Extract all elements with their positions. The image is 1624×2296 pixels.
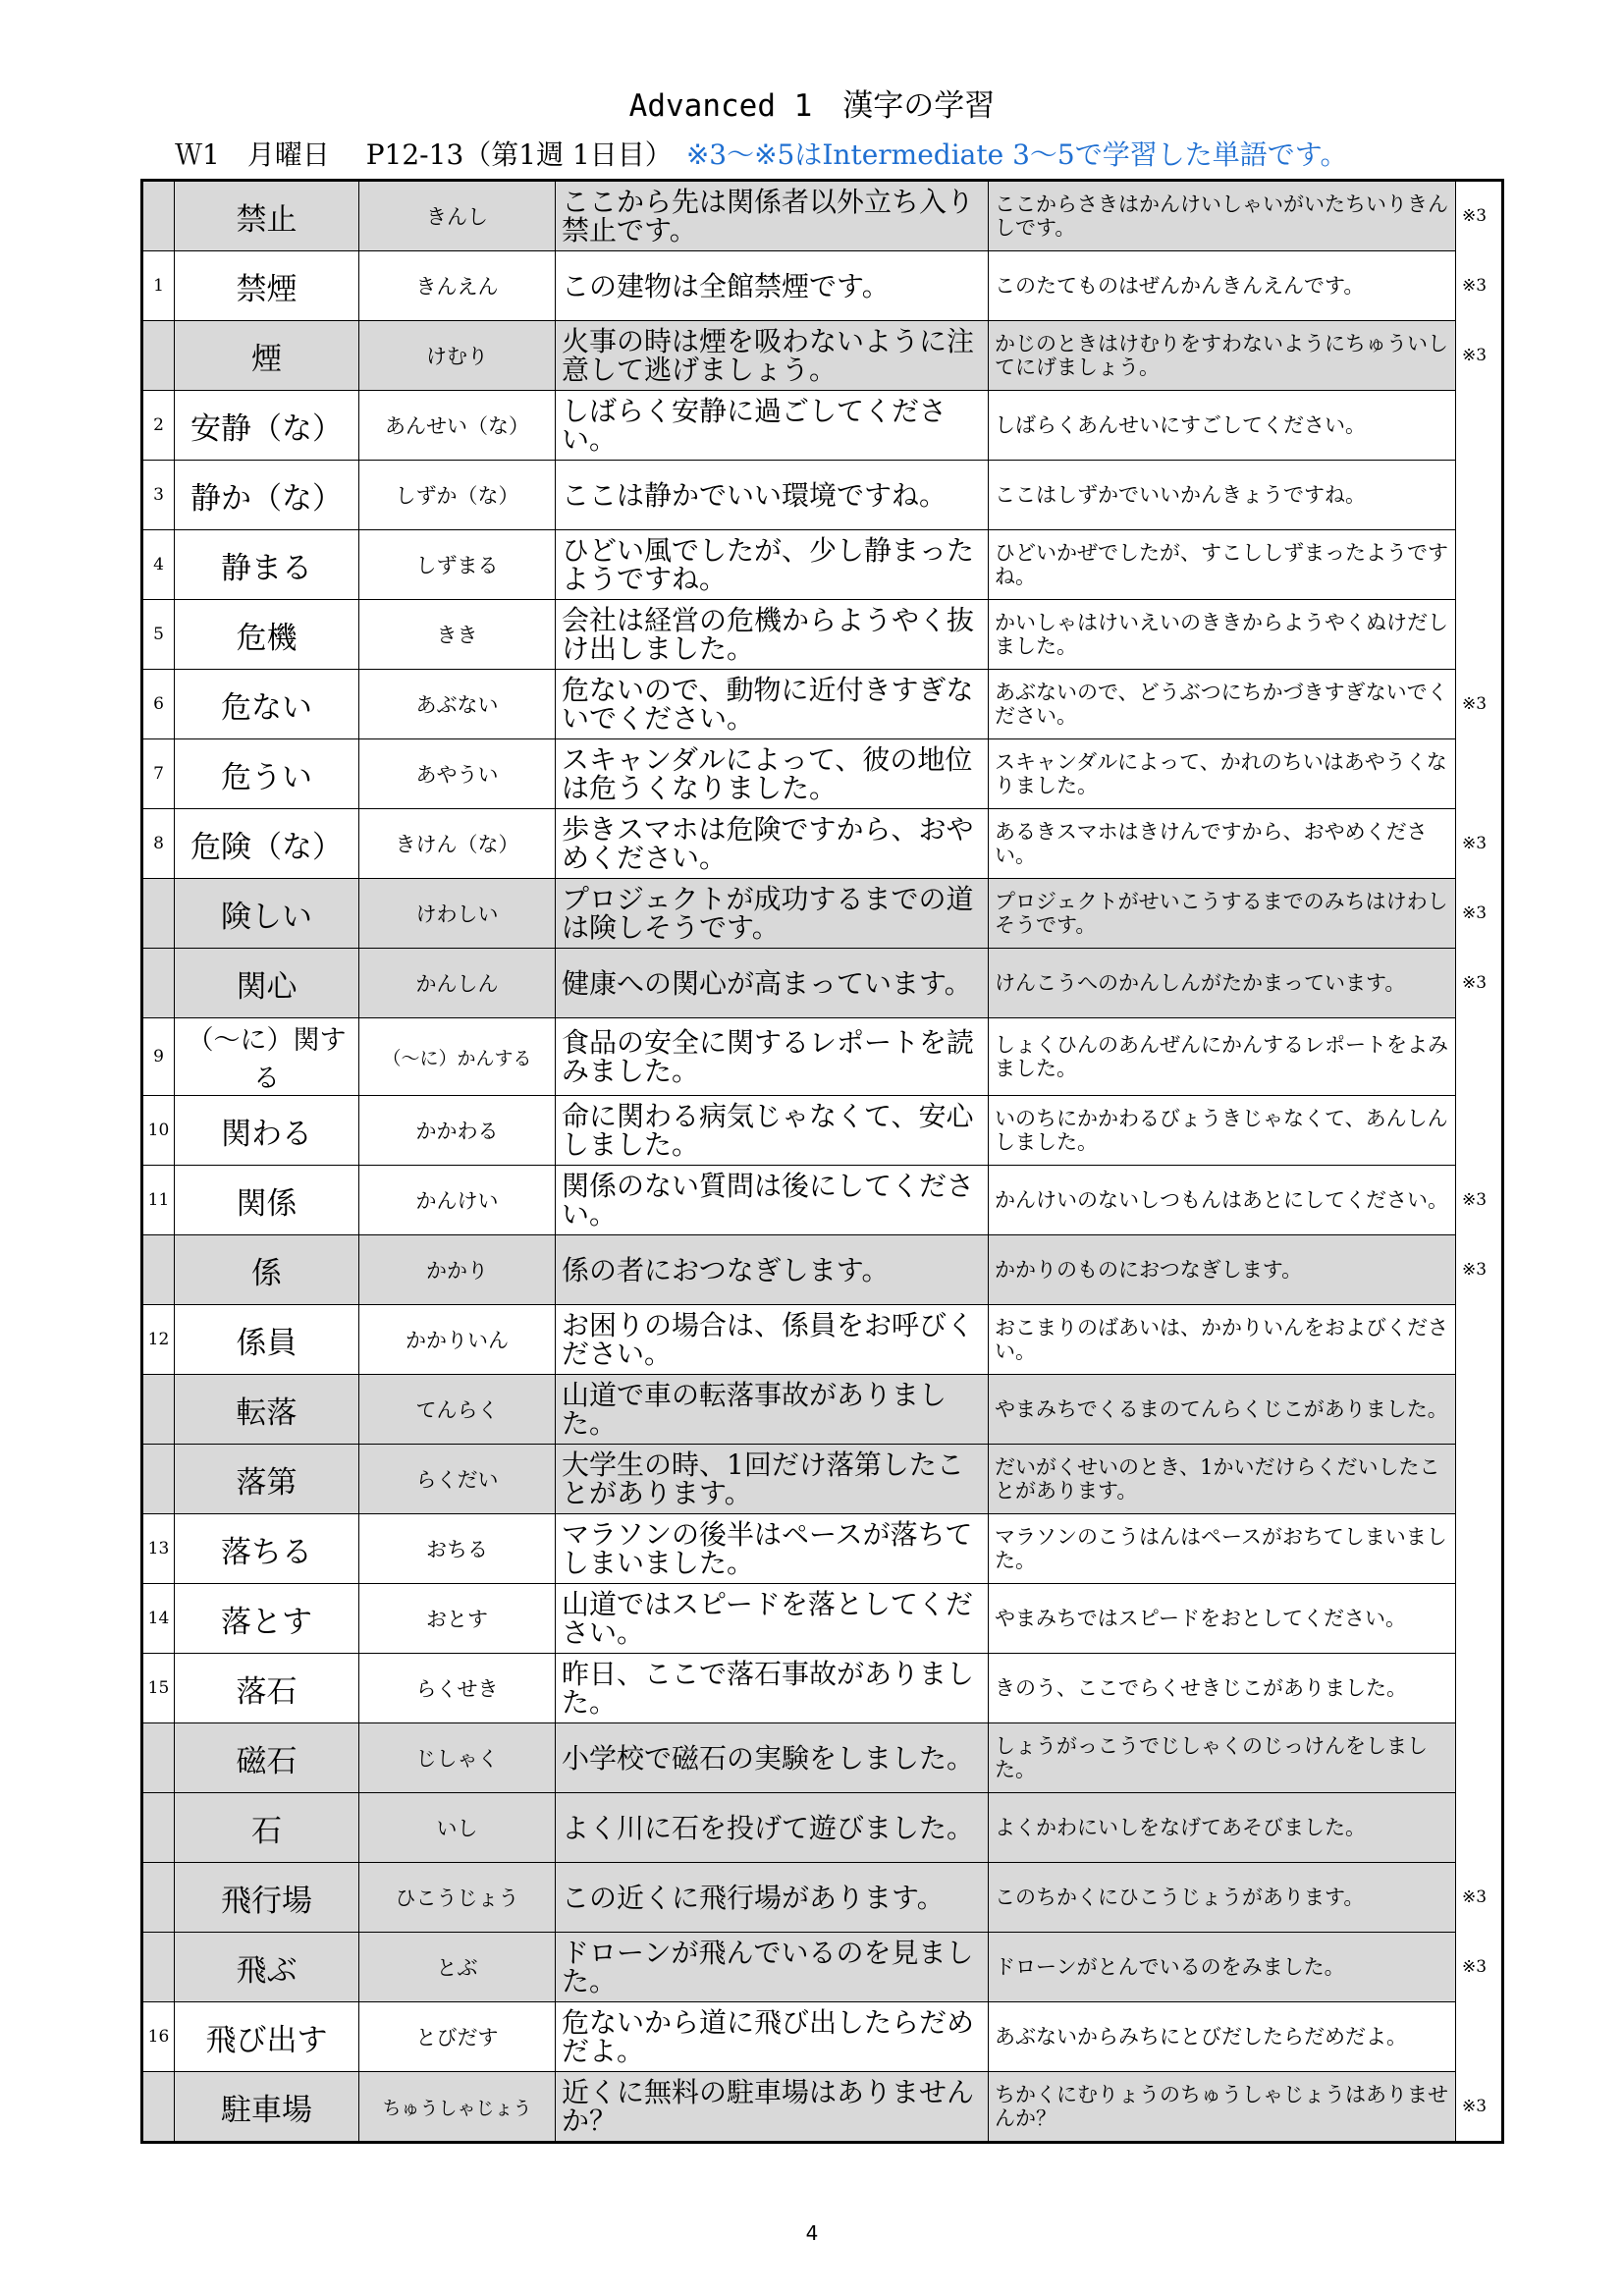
- hiragana-cell: あぶないので、どうぶつにちかづきすぎないでください。: [989, 670, 1456, 739]
- hiragana-cell: このたてものはぜんかんきんえんです。: [989, 251, 1456, 321]
- hiragana-cell: やまみちでくるまのてんらくじこがありました。: [989, 1375, 1456, 1445]
- level-mark-cell: ※3: [1456, 251, 1503, 321]
- row-number: 12: [142, 1305, 175, 1375]
- example-sentence-cell: 係の者におつなぎします。: [556, 1235, 989, 1305]
- row-number: [142, 2072, 175, 2143]
- hiragana-cell: よくかわにいしをなげてあそびました。: [989, 1793, 1456, 1863]
- kanji-cell: 静か（な）: [175, 461, 359, 530]
- vocab-row: [142, 2002, 1503, 2072]
- example-sentence-cell: マラソンの後半はペースが落ちてしまいました。: [556, 1514, 989, 1584]
- vocab-row: [142, 1863, 1503, 1933]
- week-info: Ｗ1 月曜日 P12-13（第1週 1日目）: [175, 138, 673, 171]
- kanji-cell: 落第: [175, 1445, 359, 1514]
- reading-cell: おとす: [359, 1584, 556, 1654]
- row-number: 3: [142, 461, 175, 530]
- level-mark-cell: ※3: [1456, 2072, 1503, 2143]
- vocabulary-table-body: [142, 181, 1503, 2143]
- level-mark-cell: [1456, 1445, 1503, 1514]
- kanji-cell: 関心: [175, 949, 359, 1018]
- vocab-row: [142, 1235, 1503, 1305]
- row-number: [142, 1723, 175, 1793]
- row-number: [142, 1863, 175, 1933]
- level-mark-cell: ※3: [1456, 879, 1503, 949]
- kanji-cell: 飛行場: [175, 1863, 359, 1933]
- kanji-cell: 駐車場: [175, 2072, 359, 2143]
- vocab-row: [142, 949, 1503, 1018]
- reading-cell: けわしい: [359, 879, 556, 949]
- example-sentence-cell: 食品の安全に関するレポートを読みました。: [556, 1018, 989, 1096]
- row-number: 7: [142, 739, 175, 809]
- reading-cell: かかり: [359, 1235, 556, 1305]
- example-sentence-cell: 大学生の時、1回だけ落第したことがあります。: [556, 1445, 989, 1514]
- vocab-row: [142, 1096, 1503, 1166]
- reading-cell: けむり: [359, 321, 556, 391]
- row-number: [142, 1933, 175, 2002]
- hiragana-cell: しょくひんのあんぜんにかんするレポートをよみました。: [989, 1018, 1456, 1096]
- page-title: Advanced 1 漢字の学習: [628, 88, 996, 124]
- level-mark-cell: [1456, 1584, 1503, 1654]
- level-mark-cell: [1456, 530, 1503, 600]
- kanji-cell: 危ない: [175, 670, 359, 739]
- row-number: 16: [142, 2002, 175, 2072]
- reading-cell: （～に）かんする: [359, 1018, 556, 1096]
- kanji-cell: 転落: [175, 1375, 359, 1445]
- kanji-cell: 落石: [175, 1654, 359, 1723]
- example-sentence-cell: ここから先は関係者以外立ち入り禁止です。: [556, 181, 989, 251]
- vocab-row: [142, 321, 1503, 391]
- kanji-cell: 危機: [175, 600, 359, 670]
- hiragana-cell: このちかくにひこうじょうがあります。: [989, 1863, 1456, 1933]
- level-mark-cell: ※3: [1456, 1933, 1503, 2002]
- vocab-row: [142, 1305, 1503, 1375]
- hiragana-cell: かじのときはけむりをすわないようにちゅういしてにげましょう。: [989, 321, 1456, 391]
- example-sentence-cell: ドローンが飛んでいるのを見ました。: [556, 1933, 989, 2002]
- week-line: [175, 134, 1347, 173]
- row-number: [142, 181, 175, 251]
- example-sentence-cell: ここは静かでいい環境ですね。: [556, 461, 989, 530]
- kanji-cell: 関わる: [175, 1096, 359, 1166]
- hiragana-cell: ここからさきはかんけいしゃいがいたちいりきんしです。: [989, 181, 1456, 251]
- example-sentence-cell: 健康への関心が高まっています。: [556, 949, 989, 1018]
- reading-cell: かんしん: [359, 949, 556, 1018]
- row-number: 6: [142, 670, 175, 739]
- row-number: 1: [142, 251, 175, 321]
- reading-cell: とぶ: [359, 1933, 556, 2002]
- reading-cell: きけん（な）: [359, 809, 556, 879]
- example-sentence-cell: 山道ではスピードを落としてください。: [556, 1584, 989, 1654]
- reading-cell: きんえん: [359, 251, 556, 321]
- vocabulary-table: [140, 179, 1504, 2144]
- row-number: 10: [142, 1096, 175, 1166]
- row-number: 14: [142, 1584, 175, 1654]
- level-mark-cell: [1456, 461, 1503, 530]
- hiragana-cell: ちかくにむりょうのちゅうしゃじょうはありませんか？: [989, 2072, 1456, 2143]
- level-mark-cell: [1456, 739, 1503, 809]
- kanji-cell: 関係: [175, 1166, 359, 1235]
- hiragana-cell: だいがくせいのとき、1かいだけらくだいしたことがあります。: [989, 1445, 1456, 1514]
- example-sentence-cell: 近くに無料の駐車場はありませんか？: [556, 2072, 989, 2143]
- kanji-cell: 禁煙: [175, 251, 359, 321]
- example-sentence-cell: 危ないから道に飛び出したらだめだよ。: [556, 2002, 989, 2072]
- vocab-row: [142, 739, 1503, 809]
- row-number: [142, 1445, 175, 1514]
- example-sentence-cell: ひどい風でしたが、少し静まったようですね。: [556, 530, 989, 600]
- hiragana-cell: プロジェクトがせいこうするまでのみちはけわしそうです。: [989, 879, 1456, 949]
- hiragana-cell: いのちにかかわるびょうきじゃなくて、あんしんしました。: [989, 1096, 1456, 1166]
- hiragana-cell: おこまりのばあいは、かかりいんをおよびください。: [989, 1305, 1456, 1375]
- row-number: [142, 1793, 175, 1863]
- vocab-row: [142, 1723, 1503, 1793]
- kanji-cell: 静まる: [175, 530, 359, 600]
- reading-cell: らくだい: [359, 1445, 556, 1514]
- reading-cell: おちる: [359, 1514, 556, 1584]
- row-number: 9: [142, 1018, 175, 1096]
- kanji-cell: 係: [175, 1235, 359, 1305]
- level-mark-cell: [1456, 1375, 1503, 1445]
- example-sentence-cell: 命に関わる病気じゃなくて、安心しました。: [556, 1096, 989, 1166]
- hiragana-cell: けんこうへのかんしんがたかまっています。: [989, 949, 1456, 1018]
- example-sentence-cell: 関係のない質問は後にしてください。: [556, 1166, 989, 1235]
- reading-cell: ちゅうしゃじょう: [359, 2072, 556, 2143]
- reading-cell: きき: [359, 600, 556, 670]
- example-sentence-cell: 山道で車の転落事故がありました。: [556, 1375, 989, 1445]
- vocab-row: [142, 1793, 1503, 1863]
- vocab-row: [142, 1654, 1503, 1723]
- example-sentence-cell: 昨日、ここで落石事故がありました。: [556, 1654, 989, 1723]
- kanji-cell: 係員: [175, 1305, 359, 1375]
- hiragana-cell: しばらくあんせいにすごしてください。: [989, 391, 1456, 461]
- kanji-cell: 危険（な）: [175, 809, 359, 879]
- vocab-row: [142, 1166, 1503, 1235]
- kanji-cell: 落ちる: [175, 1514, 359, 1584]
- reading-cell: きんし: [359, 181, 556, 251]
- vocab-row: [142, 1018, 1503, 1096]
- example-sentence-cell: スキャンダルによって、彼の地位は危うくなりました。: [556, 739, 989, 809]
- hiragana-cell: スキャンダルによって、かれのちいはあやうくなりました。: [989, 739, 1456, 809]
- kanji-cell: 飛ぶ: [175, 1933, 359, 2002]
- level-mark-cell: ※3: [1456, 1235, 1503, 1305]
- vocab-row: [142, 181, 1503, 251]
- reading-cell: かかりいん: [359, 1305, 556, 1375]
- hiragana-cell: ひどいかぜでしたが、すこししずまったようですね。: [989, 530, 1456, 600]
- example-sentence-cell: 会社は経営の危機からようやく抜け出しました。: [556, 600, 989, 670]
- row-number: [142, 321, 175, 391]
- kanji-cell: 飛び出す: [175, 2002, 359, 2072]
- vocab-row: [142, 391, 1503, 461]
- vocab-row: [142, 251, 1503, 321]
- example-sentence-cell: しばらく安静に過ごしてください。: [556, 391, 989, 461]
- level-mark-cell: [1456, 1096, 1503, 1166]
- example-sentence-cell: この建物は全館禁煙です。: [556, 251, 989, 321]
- example-sentence-cell: お困りの場合は、係員をお呼びください。: [556, 1305, 989, 1375]
- row-number: 11: [142, 1166, 175, 1235]
- row-number: [142, 1375, 175, 1445]
- vocab-row: [142, 1584, 1503, 1654]
- reading-cell: かかわる: [359, 1096, 556, 1166]
- level-mark-cell: [1456, 1305, 1503, 1375]
- example-sentence-cell: 歩きスマホは危険ですから、おやめください。: [556, 809, 989, 879]
- row-number: 5: [142, 600, 175, 670]
- vocab-row: [142, 670, 1503, 739]
- example-sentence-cell: 火事の時は煙を吸わないように注意して逃げましょう。: [556, 321, 989, 391]
- row-number: 4: [142, 530, 175, 600]
- reading-cell: てんらく: [359, 1375, 556, 1445]
- row-number: 15: [142, 1654, 175, 1723]
- vocab-row: [142, 1445, 1503, 1514]
- hiragana-cell: かんけいのないしつもんはあとにしてください。: [989, 1166, 1456, 1235]
- reading-cell: しずか（な）: [359, 461, 556, 530]
- level-mark-cell: ※3: [1456, 1863, 1503, 1933]
- hiragana-cell: きのう、ここでらくせきじこがありました。: [989, 1654, 1456, 1723]
- hiragana-cell: しょうがっこうでじしゃくのじっけんをしました。: [989, 1723, 1456, 1793]
- hiragana-cell: やまみちではスピードをおとしてください。: [989, 1584, 1456, 1654]
- reading-cell: いし: [359, 1793, 556, 1863]
- level-mark-cell: ※3: [1456, 670, 1503, 739]
- reading-cell: じしゃく: [359, 1723, 556, 1793]
- reading-cell: とびだす: [359, 2002, 556, 2072]
- vocab-row: [142, 809, 1503, 879]
- row-number: 2: [142, 391, 175, 461]
- reading-cell: しずまる: [359, 530, 556, 600]
- kanji-cell: 安静（な）: [175, 391, 359, 461]
- kanji-cell: 石: [175, 1793, 359, 1863]
- example-sentence-cell: よく川に石を投げて遊びました。: [556, 1793, 989, 1863]
- level-mark-cell: ※3: [1456, 949, 1503, 1018]
- kanji-cell: 煙: [175, 321, 359, 391]
- intermediate-note: ※3～※5はIntermediate 3～5で学習した単語です。: [685, 138, 1348, 171]
- reading-cell: らくせき: [359, 1654, 556, 1723]
- level-mark-cell: ※3: [1456, 181, 1503, 251]
- example-sentence-cell: 危ないので、動物に近付きすぎないでください。: [556, 670, 989, 739]
- kanji-cell: 落とす: [175, 1584, 359, 1654]
- level-mark-cell: ※3: [1456, 321, 1503, 391]
- hiragana-cell: マラソンのこうはんはペースがおちてしまいました。: [989, 1514, 1456, 1584]
- row-number: [142, 949, 175, 1018]
- example-sentence-cell: プロジェクトが成功するまでの道は険しそうです。: [556, 879, 989, 949]
- row-number: 8: [142, 809, 175, 879]
- hiragana-cell: かいしゃはけいえいのききからようやくぬけだしました。: [989, 600, 1456, 670]
- vocab-row: [142, 600, 1503, 670]
- kanji-cell: 危うい: [175, 739, 359, 809]
- level-mark-cell: [1456, 1018, 1503, 1096]
- level-mark-cell: [1456, 1514, 1503, 1584]
- reading-cell: あんせい（な）: [359, 391, 556, 461]
- hiragana-cell: かかりのものにおつなぎします。: [989, 1235, 1456, 1305]
- reading-cell: あやうい: [359, 739, 556, 809]
- hiragana-cell: ドローンがとんでいるのをみました。: [989, 1933, 1456, 2002]
- level-mark-cell: ※3: [1456, 1166, 1503, 1235]
- row-number: 13: [142, 1514, 175, 1584]
- kanji-cell: （～に）関する: [175, 1018, 359, 1096]
- reading-cell: ひこうじょう: [359, 1863, 556, 1933]
- vocab-row: [142, 530, 1503, 600]
- vocab-row: [142, 1933, 1503, 2002]
- hiragana-cell: ここはしずかでいいかんきょうですね。: [989, 461, 1456, 530]
- reading-cell: あぶない: [359, 670, 556, 739]
- example-sentence-cell: 小学校で磁石の実験をしました。: [556, 1723, 989, 1793]
- level-mark-cell: [1456, 1793, 1503, 1863]
- row-number: [142, 879, 175, 949]
- kanji-cell: 磁石: [175, 1723, 359, 1793]
- level-mark-cell: [1456, 1654, 1503, 1723]
- level-mark-cell: [1456, 1723, 1503, 1793]
- kanji-cell: 禁止: [175, 181, 359, 251]
- reading-cell: かんけい: [359, 1166, 556, 1235]
- level-mark-cell: [1456, 391, 1503, 461]
- level-mark-cell: [1456, 2002, 1503, 2072]
- hiragana-cell: あぶないからみちにとびだしたらだめだよ。: [989, 2002, 1456, 2072]
- vocab-row: [142, 1514, 1503, 1584]
- vocab-row: [142, 2072, 1503, 2143]
- row-number: [142, 1235, 175, 1305]
- vocab-row: [142, 879, 1503, 949]
- level-mark-cell: ※3: [1456, 809, 1503, 879]
- hiragana-cell: あるきスマホはきけんですから、おやめください。: [989, 809, 1456, 879]
- kanji-cell: 険しい: [175, 879, 359, 949]
- vocab-row: [142, 1375, 1503, 1445]
- example-sentence-cell: この近くに飛行場があります。: [556, 1863, 989, 1933]
- vocab-row: [142, 461, 1503, 530]
- level-mark-cell: [1456, 600, 1503, 670]
- page-number: 4: [805, 2221, 819, 2245]
